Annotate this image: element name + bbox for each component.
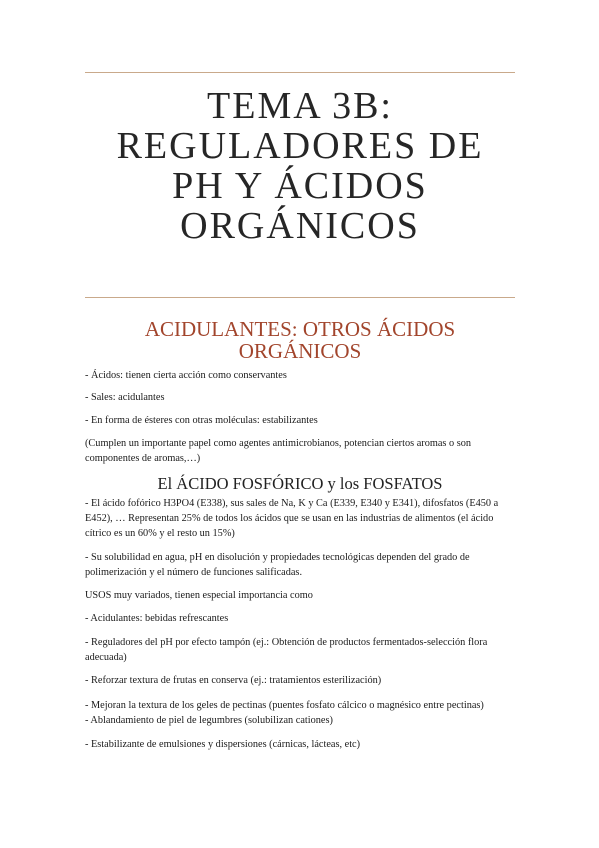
- title-line-3: PH Y ÁCIDOS: [172, 165, 428, 207]
- list-item-estabilizante: - Estabilizante de emulsiones y dispersiones (cárnicas, lácteas, etc): [85, 739, 361, 750]
- section-heading-acidulantes: [85, 318, 515, 362]
- paragraph-acido-fosforico: - El ácido fofórico H3PO4 (E338), sus sales de Na, K y Ca (E339, E340 y E341), difosfatos (E450 a E452), … Representan 25% de todos los ácidos que se usan en las industrias de alimentos (el ácido cítrico es un 60% y el resto un 15%): [85, 498, 499, 539]
- paragraph-solubilidad: - Su solubilidad en agua, pH en disolución y propiedades tecnológicas dependen del grado de polimerización y el número de funciones salificadas.: [85, 552, 470, 578]
- title-line-1: TEMA 3B:: [207, 85, 393, 127]
- section-heading-fosforico: El ÁCIDO FOSFÓRICO y los FOSFATOS: [157, 474, 443, 493]
- bottom-rule: [85, 297, 515, 298]
- paragraph-acidos: - Ácidos: tienen cierta acción como conservantes: [85, 370, 287, 381]
- list-item-acidulantes: - Acidulantes: bebidas refrescantes: [85, 613, 229, 624]
- paragraph-cumplen: (Cumplen un importante papel como agentes antimicrobianos, potencian ciertos aromas o son componentes de aromas,…): [85, 438, 472, 464]
- section-heading-line-1: ACIDULANTES: OTROS ÁCIDOS: [144, 317, 456, 341]
- list-item-mejoran: - Mejoran la textura de los geles de pectinas (puentes fosfato cálcico o magnésico entre pectinas): [85, 700, 484, 711]
- top-rule: [85, 72, 515, 73]
- section-heading-line-2: ORGÁNICOS: [238, 339, 362, 363]
- title-line-2: REGULADORES DE: [116, 125, 484, 167]
- title-line-4: ORGÁNICOS: [180, 205, 420, 247]
- paragraph-sales: - Sales: acidulantes: [85, 392, 165, 403]
- paragraph-esteres: - En forma de ésteres con otras moléculas: estabilizantes: [85, 415, 318, 426]
- list-item-ablandamiento: - Ablandamiento de piel de legumbres (solubilizan cationes): [85, 715, 333, 726]
- list-item-reguladores: - Reguladores del pH por efecto tampón (ej.: Obtención de productos fermentados-selección flora adecuada): [85, 637, 488, 663]
- paragraph-usos: USOS muy variados, tienen especial importancia como: [85, 590, 313, 601]
- page-title: [85, 86, 515, 246]
- list-item-reforzar: - Reforzar textura de frutas en conserva (ej.: tratamientos esterilización): [85, 675, 382, 686]
